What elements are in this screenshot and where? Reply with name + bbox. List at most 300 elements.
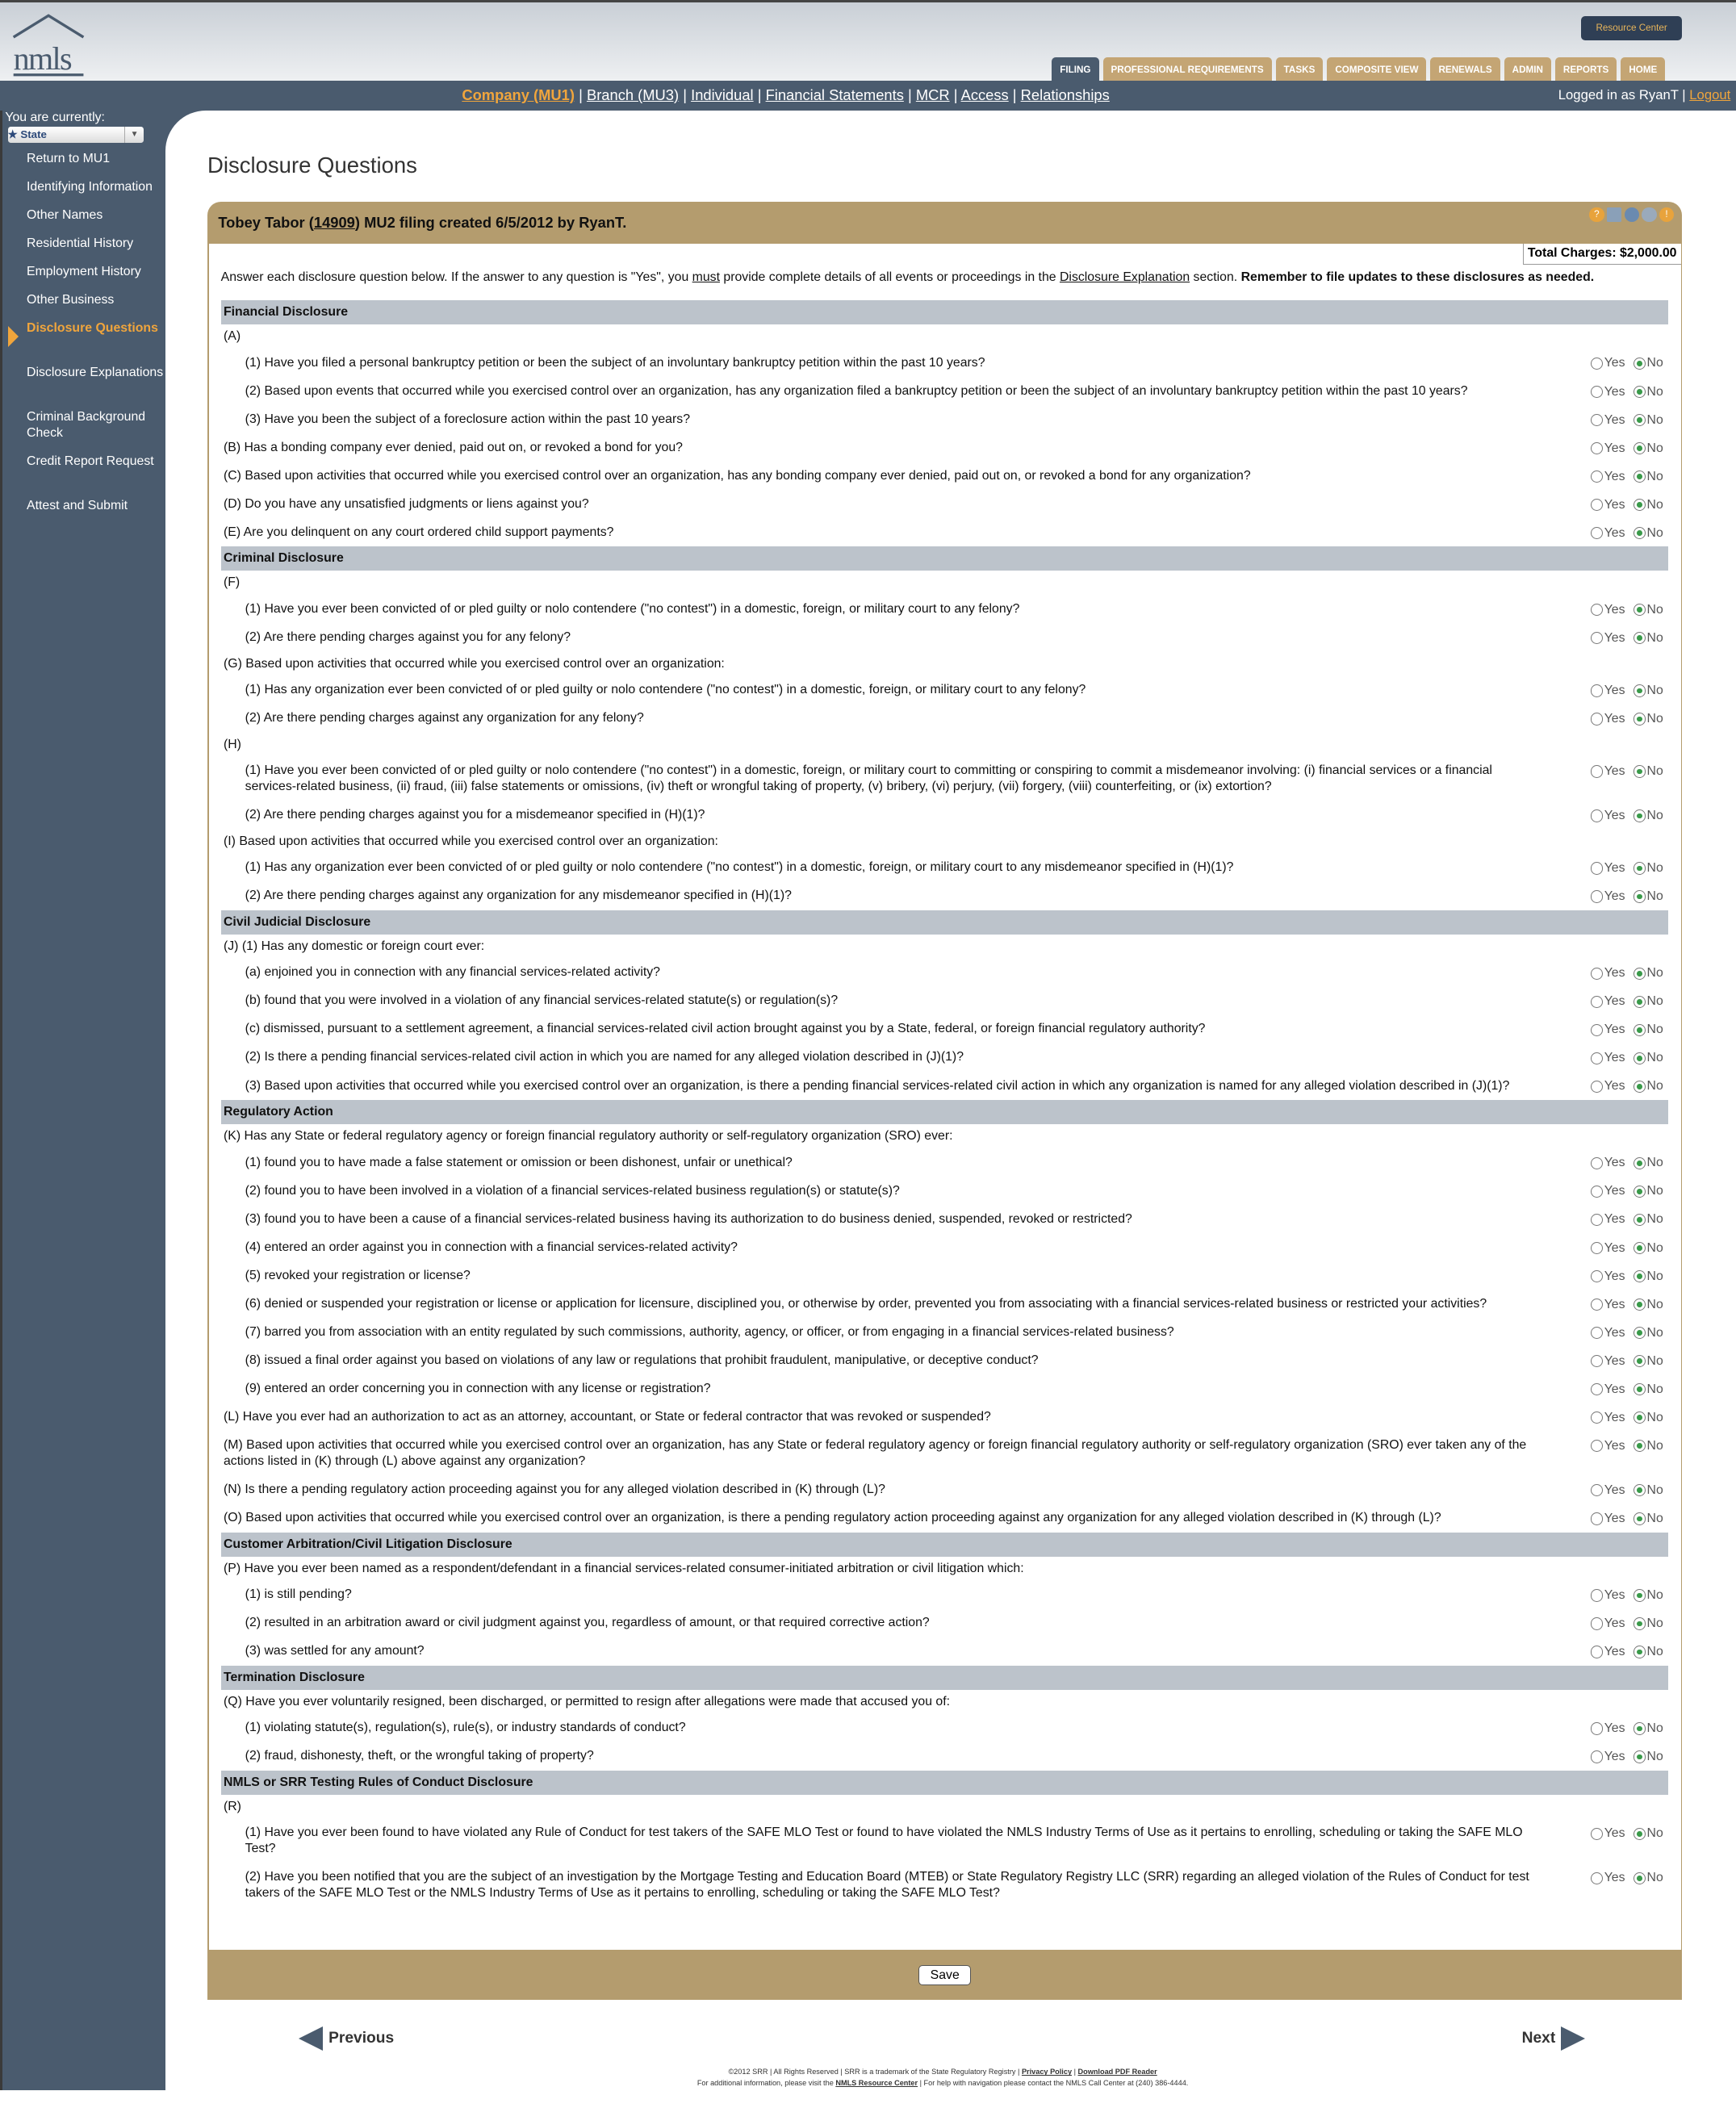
question-row [221,1819,1669,1863]
radio-no-circle[interactable] [1634,1024,1646,1036]
radio-yes-label: Yes [1604,525,1625,540]
radio-no-circle[interactable] [1634,1750,1646,1763]
radio-yes-circle[interactable] [1591,1440,1603,1452]
radio-no-circle[interactable] [1634,1383,1646,1395]
radio-no-circle[interactable] [1634,527,1646,539]
radio-yes[interactable] [1591,860,1625,876]
radio-yes-circle[interactable] [1591,1081,1603,1093]
question-text: (b) found that you were involved in a violation of any financial services-related statute(s) or regulation(s)? [245,993,839,1008]
radio-yes-label: Yes [1604,889,1625,904]
arrow-right-icon [1561,2026,1585,2051]
radio-yes-label: Yes [1604,1871,1625,1885]
radio-yes[interactable] [1591,1022,1625,1038]
radio-no-circle[interactable] [1634,1411,1646,1424]
resource-center-button[interactable]: Resource Center [1581,16,1682,40]
radio-no-circle[interactable] [1634,414,1646,426]
tab-filing[interactable]: FILING [1052,57,1098,83]
radio-yes-circle[interactable] [1591,1411,1603,1424]
radio-yes-label: Yes [1604,412,1625,427]
question-row [221,1318,1669,1346]
radio-no-circle[interactable] [1634,890,1646,902]
info-icon[interactable]: ! [1659,207,1674,222]
radio-no[interactable] [1634,1749,1663,1765]
answer-radios [1591,683,1663,699]
sidebar-item-return-to-mu1[interactable]: Return to MU1 [27,151,111,165]
question-text: (8) issued a final order against you based on violations of any law or regulations that prohibit fraudulent, manipulative, or deceptive conduct? [245,1353,1039,1367]
radio-no[interactable] [1634,1616,1663,1632]
radio-no-circle[interactable] [1634,713,1646,725]
nav-link-company-mu1[interactable]: Company (MU1) [462,86,575,103]
radio-no-circle[interactable] [1634,1872,1646,1884]
radio-yes-circle[interactable] [1591,684,1603,696]
question-text: (N) Is there a pending regulatory action proceeding against you for any alleged violation described in (K) through (L)? [223,1482,885,1496]
radio-no-circle[interactable] [1634,1512,1646,1524]
tab-composite-view[interactable]: COMPOSITE VIEW [1327,57,1426,83]
radio-yes[interactable] [1591,1826,1625,1842]
radio-yes[interactable] [1591,965,1625,981]
question-text: (B) Has a bonding company ever denied, paid out on, or revoked a bond for you? [223,440,683,454]
radio-yes[interactable] [1591,1382,1625,1398]
radio-no-label: No [1646,1382,1663,1396]
radio-no[interactable] [1634,630,1663,646]
radio-yes-label: Yes [1604,497,1625,512]
radio-no[interactable] [1634,683,1663,699]
nmls-logo[interactable] [8,13,91,77]
privacy-policy-link[interactable]: Privacy Policy [1021,2068,1073,2076]
radio-no-label: No [1646,763,1663,778]
radio-no[interactable] [1634,889,1663,905]
question-text: (5) revoked your registration or license? [245,1268,471,1282]
radio-yes[interactable] [1591,993,1625,1010]
nav-link-individual[interactable]: Individual [691,86,754,103]
radio-yes[interactable] [1591,412,1625,429]
radio-no-label: No [1646,1023,1663,1037]
radio-no-circle[interactable] [1634,1214,1646,1226]
radio-no-label: No [1646,630,1663,645]
radio-yes-circle[interactable] [1591,1646,1603,1658]
radio-yes-circle[interactable] [1591,1052,1603,1064]
question-row [221,1043,1669,1072]
radio-yes[interactable] [1591,1749,1625,1765]
radio-no[interactable] [1634,1587,1663,1604]
radio-yes[interactable] [1591,711,1625,727]
radio-no[interactable] [1634,965,1663,981]
radio-no[interactable] [1634,384,1663,400]
question-group [221,1795,1669,1819]
radio-no[interactable] [1634,993,1663,1010]
question-text: (H) [223,737,241,751]
sidebar-item-other-business[interactable]: Other Business [27,293,115,307]
radio-yes[interactable] [1591,1353,1625,1370]
radio-no-circle[interactable] [1634,1484,1646,1496]
radio-yes-circle[interactable] [1591,1750,1603,1763]
question-text: (E) Are you delinquent on any court ordered child support payments? [223,525,614,539]
radio-yes-circle[interactable] [1591,862,1603,874]
radio-yes[interactable] [1591,808,1625,824]
question-text: (2) Is there a pending financial services-related civil action in which you are named for any alleged violation described in (J)(1)? [245,1050,964,1064]
radio-no[interactable] [1634,1269,1663,1285]
radio-yes-circle[interactable] [1591,527,1603,539]
sidebar-item-credit-report-request[interactable]: Credit Report Request [27,454,154,469]
radio-no[interactable] [1634,860,1663,876]
radio-no-label: No [1646,1511,1663,1525]
radio-no[interactable] [1634,412,1663,429]
radio-yes-circle[interactable] [1591,499,1603,511]
radio-yes-circle[interactable] [1591,1589,1603,1601]
radio-no[interactable] [1634,1644,1663,1660]
radio-no-circle[interactable] [1634,1617,1646,1629]
sidebar-item-disclosure-questions[interactable]: Disclosure Questions [27,321,158,336]
answer-radios [1591,1022,1663,1038]
previous-button[interactable] [299,2026,394,2051]
svg-text:nmls: nmls [13,40,71,77]
answer-radios [1591,711,1663,727]
panel-body [209,244,1681,1950]
question-row [221,1504,1669,1533]
question-text: (M) Based upon activities that occurred while you exercised control over an organization, has any State or federal regulatory agency or foreign financial regulatory authority or self-regulatory organization (SRO) ever taken any of the actions listed in (K) through (L) above against any organization? [223,1437,1527,1468]
radio-yes-circle[interactable] [1591,713,1603,725]
pdf-reader-link[interactable]: Download PDF Reader [1077,2068,1157,2076]
radio-no[interactable] [1634,441,1663,457]
radio-yes[interactable] [1591,889,1625,905]
next-button[interactable] [1522,2026,1585,2051]
radio-no-circle[interactable] [1634,1355,1646,1367]
sidebar-item-employment-history[interactable]: Employment History [27,265,141,279]
question-text: (9) entered an order concerning you in connection with any license or registration? [245,1381,711,1395]
tab-reports[interactable]: REPORTS [1555,57,1617,83]
nav-link-access[interactable]: Access [960,86,1009,103]
question-text: (3) found you to have been a cause of a financial services-related business having its authorization to do business denied, suspended, revoked or restricted? [245,1211,1132,1226]
radio-no-label: No [1646,1269,1663,1283]
radio-no-circle[interactable] [1634,1828,1646,1840]
radio-no-circle[interactable] [1634,862,1646,874]
answer-radios [1591,412,1663,429]
help-icon[interactable]: ? [1589,207,1604,222]
radio-no-label: No [1646,1587,1663,1602]
radio-yes[interactable] [1591,441,1625,457]
radio-no[interactable] [1634,1870,1663,1886]
radio-no-circle[interactable] [1634,1052,1646,1064]
radio-no-circle[interactable] [1634,1440,1646,1452]
radio-yes[interactable] [1591,1050,1625,1066]
answer-radios [1591,1183,1663,1199]
answer-radios [1591,1155,1663,1171]
radio-no[interactable] [1634,808,1663,824]
radio-no[interactable] [1634,525,1663,542]
radio-yes[interactable] [1591,1297,1625,1313]
radio-yes[interactable] [1591,1644,1625,1660]
radio-no[interactable] [1634,1211,1663,1227]
print-icon[interactable] [1642,207,1656,222]
radio-no-circle[interactable] [1634,1157,1646,1169]
radio-yes[interactable] [1591,1183,1625,1199]
radio-yes[interactable] [1591,1325,1625,1341]
radio-no[interactable] [1634,1410,1663,1426]
radio-no-circle[interactable] [1634,1242,1646,1254]
radio-no[interactable] [1634,1183,1663,1199]
radio-yes-label: Yes [1604,1644,1625,1658]
radio-yes-label: Yes [1604,1438,1625,1453]
radio-no-label: No [1646,1826,1663,1841]
radio-no-circle[interactable] [1634,1270,1646,1282]
radio-yes[interactable] [1591,1483,1625,1499]
radio-no[interactable] [1634,602,1663,618]
question-row [221,854,1669,882]
radio-no[interactable] [1634,1438,1663,1454]
radio-no-label: No [1646,356,1663,370]
separator: | [903,86,916,103]
radio-yes-circle[interactable] [1591,1214,1603,1226]
answer-radios [1591,860,1663,876]
radio-yes[interactable] [1591,683,1625,699]
radio-yes[interactable] [1591,1721,1625,1737]
radio-yes-circle[interactable] [1591,968,1603,980]
radio-no-circle[interactable] [1634,684,1646,696]
radio-yes[interactable] [1591,763,1625,780]
radio-yes-label: Yes [1604,469,1625,483]
radio-yes-circle[interactable] [1591,1327,1603,1339]
tab-admin[interactable]: ADMIN [1504,57,1551,83]
radio-yes-circle[interactable] [1591,1722,1603,1734]
previous-label: Previous [328,2030,395,2047]
radio-yes-circle[interactable] [1591,1828,1603,1840]
radio-no[interactable] [1634,1022,1663,1038]
filing-info: ) MU2 filing created 6/5/2012 by RyanT. [354,214,627,232]
radio-no-circle[interactable] [1634,470,1646,483]
question-group [221,733,1669,757]
nav-link-mcr[interactable]: MCR [915,86,950,103]
radio-yes-circle[interactable] [1591,386,1603,398]
radio-no-circle[interactable] [1634,765,1646,777]
question-group [221,1124,1669,1148]
main-tabs [1052,57,1665,83]
radio-yes[interactable] [1591,384,1625,400]
radio-no[interactable] [1634,763,1663,780]
tab-professional-requirements[interactable]: PROFESSIONAL REQUIREMENTS [1103,57,1272,83]
radio-no[interactable] [1634,1511,1663,1527]
radio-no-label: No [1646,412,1663,427]
radio-yes-circle[interactable] [1591,890,1603,902]
radio-yes-circle[interactable] [1591,1024,1603,1036]
total-charges: Total Charges: $2,000.00 [1523,244,1681,265]
tab-home[interactable]: HOME [1621,57,1665,83]
radio-yes-circle[interactable] [1591,1270,1603,1282]
question-text: (1) is still pending? [245,1587,352,1602]
radio-yes-circle[interactable] [1591,765,1603,777]
radio-no-circle[interactable] [1634,358,1646,370]
radio-yes-circle[interactable] [1591,604,1603,616]
radio-yes[interactable] [1591,1587,1625,1604]
question-text: (3) was settled for any amount? [245,1644,425,1658]
radio-yes[interactable] [1591,1870,1625,1886]
question-text: (1) Have you ever been convicted of or pled guilty or nolo contendere ("no contest") in a domestic, foreign, or military court to any felony? [245,601,1020,616]
radio-yes[interactable] [1591,1078,1625,1094]
radio-yes-circle[interactable] [1591,1355,1603,1367]
radio-no-circle[interactable] [1634,968,1646,980]
sidebar-item-attest-and-submit[interactable]: Attest and Submit [27,499,128,513]
radio-yes[interactable] [1591,1155,1625,1171]
radio-no[interactable] [1634,469,1663,485]
question-text: (K) Has any State or federal regulatory agency or foreign financial regulatory authority or self-regulatory organization (SRO) ever: [223,1129,953,1144]
nav-link-relationships[interactable]: Relationships [1020,86,1110,103]
radio-yes-label: Yes [1604,1826,1625,1841]
radio-no[interactable] [1634,1325,1663,1341]
radio-yes-circle[interactable] [1591,1383,1603,1395]
page-title: Disclosure Questions [207,152,417,178]
you-are-label: You are currently: [5,110,105,124]
radio-no[interactable] [1634,1240,1663,1257]
sidebar-item-disclosure-explanations[interactable]: Disclosure Explanations [27,366,164,380]
radio-yes-circle[interactable] [1591,996,1603,1008]
tab-renewals[interactable]: RENEWALS [1430,57,1500,83]
radio-no-circle[interactable] [1634,386,1646,398]
separator: | [753,86,766,103]
radio-no[interactable] [1634,355,1663,371]
radio-yes-label: Yes [1604,1051,1625,1065]
logout-link[interactable]: Logout [1689,87,1731,103]
answer-radios [1591,497,1663,513]
radio-yes-circle[interactable] [1591,358,1603,370]
radio-no[interactable] [1634,1483,1663,1499]
radio-yes-circle[interactable] [1591,809,1603,822]
radio-yes-label: Yes [1604,441,1625,455]
question-text: (c) dismissed, pursuant to a settlement agreement, a financial services-related civil action brought against you by a State, federal, or foreign financial regulatory authority? [245,1022,1206,1036]
radio-no-circle[interactable] [1634,499,1646,511]
radio-no-circle[interactable] [1634,996,1646,1008]
radio-yes-circle[interactable] [1591,1484,1603,1496]
radio-no-circle[interactable] [1634,1186,1646,1198]
radio-no-label: No [1646,809,1663,823]
sidebar-item-criminal-background-check[interactable]: Criminal Background Check [27,410,146,441]
radio-yes[interactable] [1591,355,1625,371]
radio-no[interactable] [1634,1721,1663,1737]
radio-yes[interactable] [1591,1240,1625,1257]
radio-no-circle[interactable] [1634,809,1646,822]
radio-yes[interactable] [1591,602,1625,618]
refresh-icon[interactable] [1625,207,1639,222]
tab-tasks[interactable]: TASKS [1276,57,1324,83]
radio-no-circle[interactable] [1634,604,1646,616]
radio-yes-circle[interactable] [1591,470,1603,483]
question-text: (I) Based upon activities that occurred while you exercised control over an organization: [223,834,718,848]
radio-no-label: No [1646,1750,1663,1764]
answer-radios [1591,1382,1663,1398]
radio-yes-label: Yes [1604,1483,1625,1497]
radio-no-label: No [1646,711,1663,726]
question-row [221,595,1669,623]
resource-center-link[interactable]: NMLS Resource Center [835,2078,918,2087]
radio-yes-label: Yes [1604,861,1625,876]
radio-no-label: No [1646,1051,1663,1065]
radio-yes[interactable] [1591,630,1625,646]
radio-yes-circle[interactable] [1591,1157,1603,1169]
radio-no-circle[interactable] [1634,442,1646,454]
radio-yes[interactable] [1591,1511,1625,1527]
radio-no-label: No [1646,1297,1663,1311]
radio-yes-circle[interactable] [1591,632,1603,644]
radio-no[interactable] [1634,711,1663,727]
answer-radios [1591,1870,1663,1886]
radio-yes-label: Yes [1604,1184,1625,1198]
radio-yes-circle[interactable] [1591,1186,1603,1198]
answer-radios [1591,1587,1663,1604]
radio-no-circle[interactable] [1634,1646,1646,1658]
radio-no-circle[interactable] [1634,1722,1646,1734]
answer-radios [1591,1325,1663,1341]
radio-no-label: No [1646,384,1663,399]
radio-yes[interactable] [1591,1269,1625,1285]
top-header [0,0,1736,81]
save-button[interactable]: Save [918,1965,971,1985]
radio-yes-circle[interactable] [1591,1242,1603,1254]
radio-no[interactable] [1634,1826,1663,1842]
radio-no[interactable] [1634,1353,1663,1370]
radio-yes[interactable] [1591,525,1625,542]
radio-no[interactable] [1634,497,1663,513]
radio-no[interactable] [1634,1297,1663,1313]
radio-yes-label: Yes [1604,1297,1625,1311]
radio-no[interactable] [1634,1382,1663,1398]
radio-yes[interactable] [1591,469,1625,485]
answer-radios [1591,1616,1663,1632]
radio-yes-circle[interactable] [1591,1299,1603,1311]
radio-no-circle[interactable] [1634,1589,1646,1601]
disclosure-explanation-link[interactable]: Disclosure Explanation [1059,270,1190,285]
radio-yes[interactable] [1591,1616,1625,1632]
radio-no-circle[interactable] [1634,632,1646,644]
question-group [221,935,1669,959]
sidebar-item-identifying-information[interactable]: Identifying Information [27,179,153,194]
expand-icon[interactable] [1607,207,1621,222]
radio-no[interactable] [1634,1155,1663,1171]
radio-yes-circle[interactable] [1591,1512,1603,1524]
question-text: (2) Based upon events that occurred while you exercised control over an organization, has any organization filed a bankruptcy petition or been the subject of an involuntary bankruptcy petition within the past 10 years? [245,383,1468,398]
radio-no-circle[interactable] [1634,1299,1646,1311]
radio-yes[interactable] [1591,1438,1625,1454]
radio-no-circle[interactable] [1634,1081,1646,1093]
radio-no-circle[interactable] [1634,1327,1646,1339]
radio-no[interactable] [1634,1078,1663,1094]
radio-no-label: No [1646,602,1663,617]
radio-yes-label: Yes [1604,384,1625,399]
radio-yes-circle[interactable] [1591,1617,1603,1629]
sidebar-item-residential-history[interactable]: Residential History [27,236,134,251]
radio-yes-circle[interactable] [1591,442,1603,454]
answer-radios [1591,1240,1663,1257]
radio-yes[interactable] [1591,497,1625,513]
radio-yes[interactable] [1591,1211,1625,1227]
radio-yes-circle[interactable] [1591,1872,1603,1884]
sidebar-item-other-names[interactable]: Other Names [27,207,103,222]
radio-yes[interactable] [1591,1410,1625,1426]
answer-radios [1591,384,1663,400]
question-text: (2) Are there pending charges against any organization for any felony? [245,711,644,726]
question-row [221,1346,1669,1374]
answer-radios [1591,1483,1663,1499]
state-select[interactable] [8,127,144,143]
radio-yes-circle[interactable] [1591,414,1603,426]
radio-no[interactable] [1634,1050,1663,1066]
question-row [221,1403,1669,1431]
question-row [221,1205,1669,1233]
radio-yes-label: Yes [1604,602,1625,617]
filer-id-link[interactable]: 14909 [313,214,355,232]
question-text: (2) resulted in an arbitration award or civil judgment against you, regardless of amount, or that required corrective action? [245,1616,930,1630]
nav-link-financial-statements[interactable]: Financial Statements [765,86,904,103]
question-row [221,1290,1669,1318]
nav-link-branch-mu3[interactable]: Branch (MU3) [586,86,680,103]
question-text: (2) Are there pending charges against you for a misdemeanor specified in (H)(1)? [245,808,705,822]
